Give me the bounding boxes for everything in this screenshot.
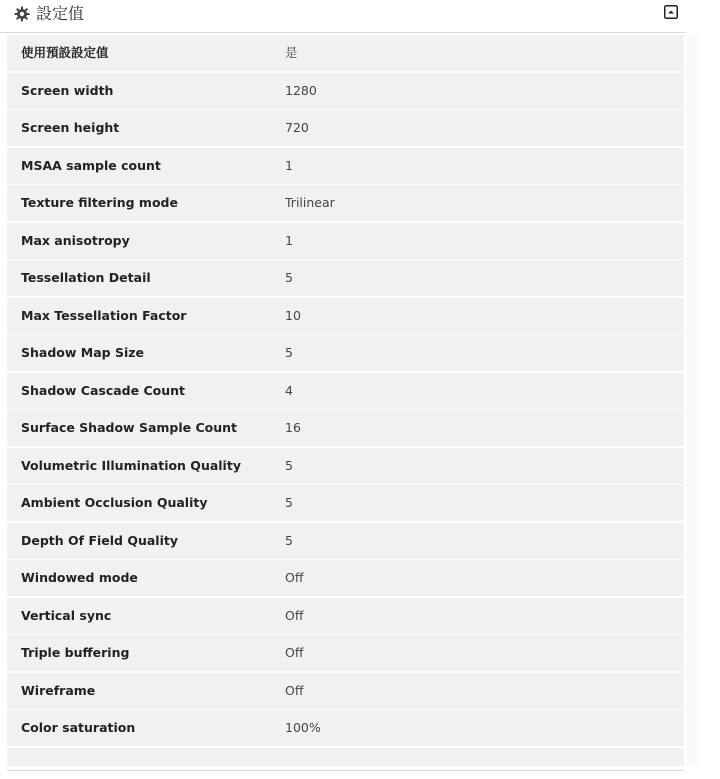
setting-value: Off xyxy=(285,645,304,660)
settings-table xyxy=(7,35,684,766)
setting-value: 1280 xyxy=(285,82,317,98)
setting-label: Surface Shadow Sample Count xyxy=(21,420,238,435)
setting-value: 5 xyxy=(285,532,293,548)
table-row xyxy=(7,223,684,261)
setting-value: 5 xyxy=(285,345,293,360)
setting-value: 10 xyxy=(285,307,301,323)
gear-icon xyxy=(14,6,30,22)
setting-value: Trilinear xyxy=(285,195,335,210)
setting-label: Texture filtering mode xyxy=(21,195,178,210)
setting-value: 5 xyxy=(285,495,293,510)
setting-value: Off xyxy=(285,607,304,623)
table-row xyxy=(7,485,684,523)
panel-header xyxy=(0,0,686,33)
setting-label: Color saturation xyxy=(21,720,136,735)
setting-label: Windowed mode xyxy=(21,570,138,585)
setting-value: 720 xyxy=(285,120,309,135)
setting-value: 100% xyxy=(285,720,321,735)
setting-label: Screen width xyxy=(21,82,114,98)
table-row xyxy=(7,335,684,373)
scroll-track[interactable] xyxy=(686,35,700,766)
panel-title: 設定值 xyxy=(36,4,85,23)
table-row xyxy=(7,710,684,748)
setting-value: 是 xyxy=(285,45,298,60)
table-row xyxy=(7,110,684,148)
table-row xyxy=(7,635,684,673)
setting-value: 1 xyxy=(285,232,293,248)
table-row xyxy=(7,410,684,448)
setting-label: Max anisotropy xyxy=(21,232,130,248)
setting-label: Screen height xyxy=(21,120,120,135)
table-row xyxy=(7,560,684,598)
table-row xyxy=(7,598,684,636)
setting-label: Vertical sync xyxy=(21,607,112,623)
setting-value: 16 xyxy=(285,420,301,435)
setting-value: 1 xyxy=(285,157,293,173)
table-row xyxy=(7,373,684,411)
collapse-icon[interactable] xyxy=(664,5,678,19)
setting-value: Off xyxy=(285,682,304,698)
setting-value: 5 xyxy=(285,270,293,285)
table-row xyxy=(7,448,684,486)
setting-label: Volumetric Illumination Quality xyxy=(21,457,241,473)
setting-label: Wireframe xyxy=(21,682,96,698)
setting-label: 使用預設設定值 xyxy=(21,45,109,60)
table-row xyxy=(7,523,684,561)
setting-label: Triple buffering xyxy=(21,645,130,660)
setting-value: 5 xyxy=(285,457,293,473)
table-row xyxy=(7,148,684,186)
table-row xyxy=(7,673,684,711)
setting-label: Tessellation Detail xyxy=(21,270,151,285)
table-row xyxy=(7,73,684,111)
setting-label: Max Tessellation Factor xyxy=(21,307,187,323)
setting-value: 4 xyxy=(285,382,293,398)
table-row xyxy=(7,35,684,73)
panel-bottom-divider xyxy=(7,770,684,771)
setting-label: MSAA sample count xyxy=(21,157,161,173)
table-row xyxy=(7,298,684,336)
setting-label: Ambient Occlusion Quality xyxy=(21,495,208,510)
setting-label: Depth Of Field Quality xyxy=(21,532,178,548)
setting-value: Off xyxy=(285,570,304,585)
table-row xyxy=(7,260,684,298)
setting-label: Shadow Map Size xyxy=(21,345,144,360)
table-row xyxy=(7,185,684,223)
setting-label: Shadow Cascade Count xyxy=(21,382,185,398)
